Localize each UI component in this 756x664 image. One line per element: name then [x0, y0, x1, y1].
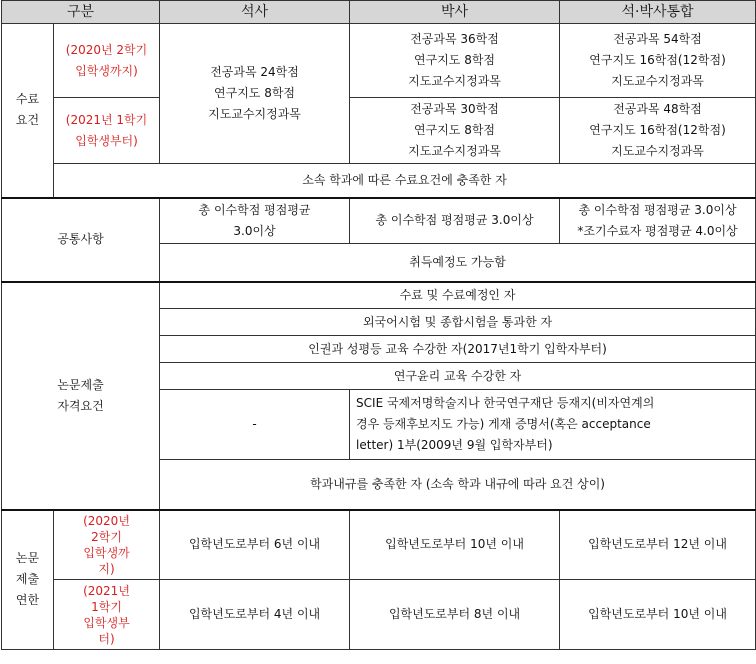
eligibility-masters-dash: - [160, 390, 350, 460]
eligibility-label: 논문제출 자격요건 [2, 282, 160, 510]
deadline-integrated-2021: 입학년도로부터 10년 이내 [560, 580, 756, 650]
deadline-sub-2020: (2020년 2학기 입학생까 지) [54, 510, 160, 580]
completion-row-2021 [2, 98, 756, 164]
deadline-row-2021 [2, 580, 756, 650]
header-doctoral: 박사 [350, 1, 560, 24]
completion-doctoral-2021: 전공과목 30학점 연구지도 8학점 지도교수지정과목 [350, 98, 560, 164]
deadline-masters-2020: 입학년도로부터 6년 이내 [160, 510, 350, 580]
deadline-sub-2021: (2021년 1학기 입학생부 터) [54, 580, 160, 650]
common-label: 공통사항 [2, 198, 160, 282]
header-row [2, 1, 756, 24]
eligibility-row-1 [2, 282, 756, 309]
completion-label: 수료 요건 [2, 24, 54, 198]
completion-row-2020 [2, 24, 756, 98]
common-doctoral: 총 이수학점 평점평균 3.0이상 [350, 198, 560, 244]
completion-sub-2021: (2021년 1학기 입학생부터) [54, 98, 160, 164]
eligibility-publication: SCIE 국제저명학술지나 한국연구재단 등재지(비자연계의 경우 등재후보지도 가능) 게재 증명서(혹은 acceptance letter) 1부(2009년 9월 입학자부터) [350, 390, 756, 460]
completion-integrated-2020: 전공과목 54학점 연구지도 16학점(12학점) 지도교수지정과목 [560, 24, 756, 98]
completion-integrated-2021: 전공과목 48학점 연구지도 16학점(12학점) 지도교수지정과목 [560, 98, 756, 164]
eligibility-human-rights: 인권과 성평등 교육 수강한 자(2017년1학기 입학자부터) [160, 336, 756, 363]
deadline-row-2020 [2, 510, 756, 580]
header-masters: 석사 [160, 1, 350, 24]
deadline-doctoral-2020: 입학년도로부터 10년 이내 [350, 510, 560, 580]
common-integrated: 총 이수학점 평점평균 3.0이상 *조기수료자 평점평균 4.0이상 [560, 198, 756, 244]
eligibility-ethics: 연구윤리 교육 수강한 자 [160, 363, 756, 390]
common-row [2, 198, 756, 244]
requirements-table [1, 0, 756, 650]
completion-masters: 전공과목 24학점 연구지도 8학점 지도교수지정과목 [160, 24, 350, 164]
common-footer: 취득예정도 가능함 [160, 244, 756, 282]
header-category: 구분 [2, 1, 160, 24]
completion-doctoral-2020: 전공과목 36학점 연구지도 8학점 지도교수지정과목 [350, 24, 560, 98]
deadline-doctoral-2021: 입학년도로부터 8년 이내 [350, 580, 560, 650]
completion-sub-2020: (2020년 2학기 입학생까지) [54, 24, 160, 98]
deadline-integrated-2020: 입학년도로부터 12년 이내 [560, 510, 756, 580]
completion-footer-row [2, 164, 756, 198]
eligibility-dept-rules: 학과내규를 충족한 자 (소속 학과 내규에 따라 요건 상이) [160, 460, 756, 510]
eligibility-exams: 외국어시험 및 종합시험을 통과한 자 [160, 309, 756, 336]
deadline-label: 논문 제출 연한 [2, 510, 54, 650]
completion-footer: 소속 학과에 따른 수료요건에 충족한 자 [54, 164, 756, 198]
deadline-masters-2021: 입학년도로부터 4년 이내 [160, 580, 350, 650]
eligibility-completed: 수료 및 수료예정인 자 [160, 282, 756, 309]
common-masters: 총 이수학점 평점평균 3.0이상 [160, 198, 350, 244]
header-integrated: 석·박사통합 [560, 1, 756, 24]
